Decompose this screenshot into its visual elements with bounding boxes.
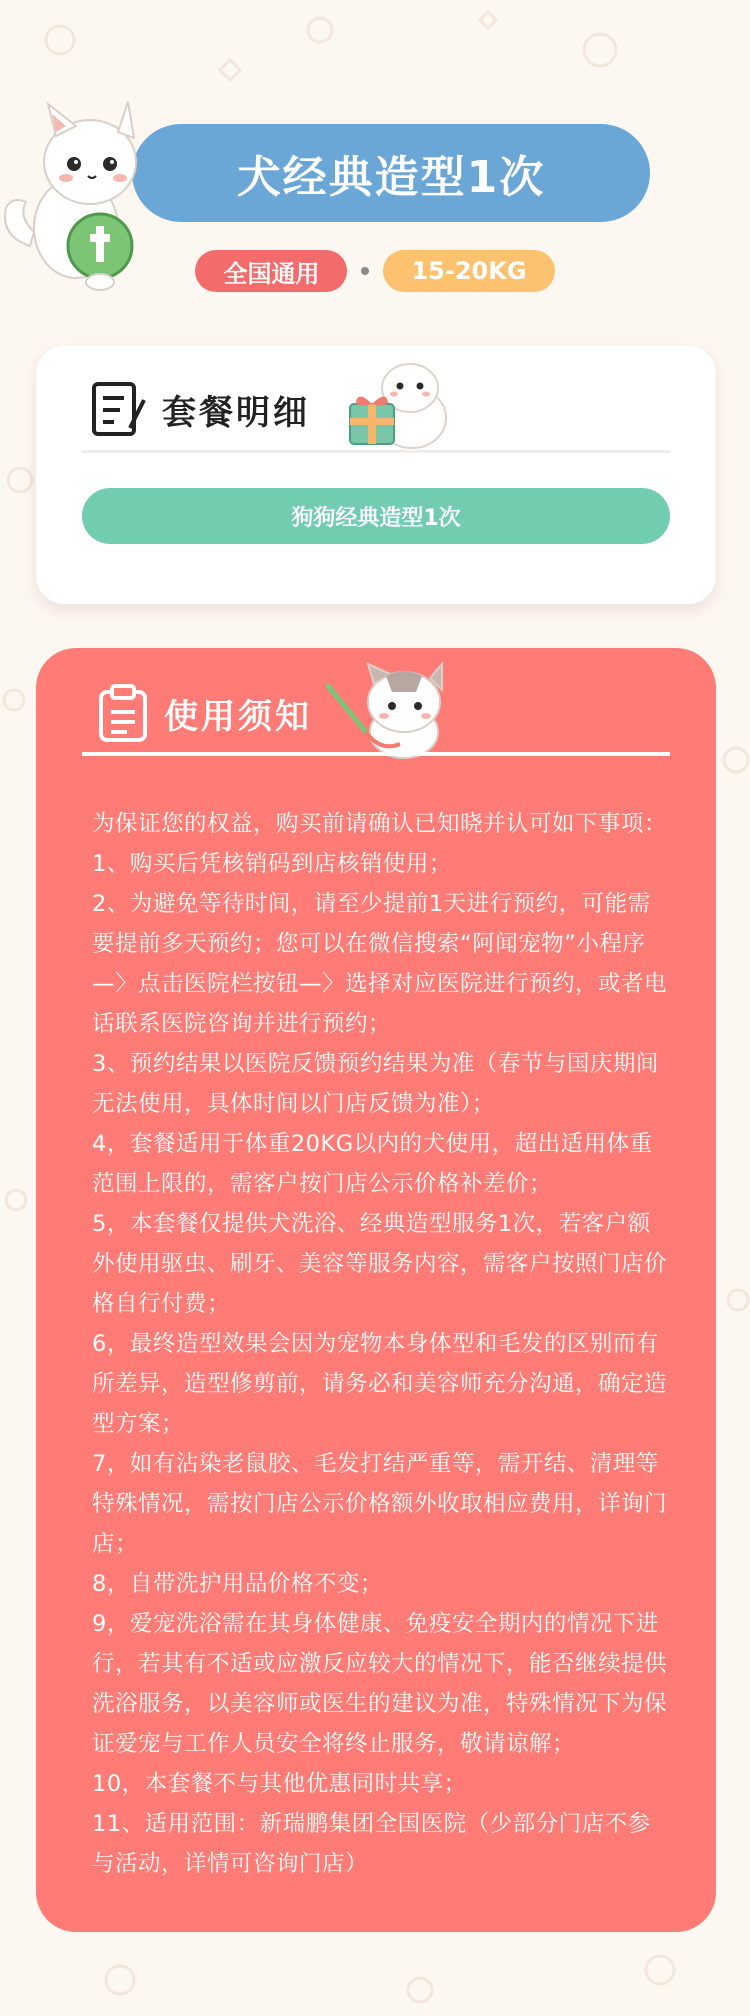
notice-line-3: 3、预约结果以医院反馈预约结果为准（春节与国庆期间无法使用，具体时间以门店反馈为准）； <box>92 1051 659 1117</box>
tag-separator <box>361 267 369 275</box>
package-divider <box>82 450 670 453</box>
usage-notice-card <box>36 648 716 1932</box>
hero-header <box>0 0 750 300</box>
notice-line-9: 9，爱宠洗浴需在其身体健康、免疫安全期内的情况下进行，若其有不适或应激反应较大的情况下，能否继续提供洗浴服务，以美容师或医生的建议为准，特殊情况下为保证爱宠与工作人员安全将终止服务，敬请谅解； <box>92 1611 668 1757</box>
notice-heading <box>96 684 312 742</box>
notice-line-5: 5，本套餐仅提供犬洗浴、经典造型服务1次，若客户额外使用驱虫、刷牙、美容等服务内容，需客户按照门店价格自行付费； <box>92 1211 668 1317</box>
notice-list <box>92 804 670 1884</box>
package-heading <box>90 380 310 438</box>
notice-line-intro: 为保证您的权益，购买前请确认已知晓并认可如下事项： <box>92 811 668 837</box>
gift-dog-icon <box>342 358 460 454</box>
notice-line-11: 11、适用范围：新瑞鹏集团全国医院（少部分门店不参与活动，详情可咨询门店） <box>92 1811 651 1877</box>
notice-line-4: 4，套餐适用于体重20KG以内的犬使用，超出适用体重范围上限的，需客户按门店公示价格补差价； <box>92 1131 653 1197</box>
product-title: 犬经典造型1次 <box>132 124 650 222</box>
notice-line-7: 7，如有沾染老鼠胶、毛发打结严重等，需开结、清理等特殊情况，需按门店公示价格额外收取相应费用，详询门店； <box>92 1451 668 1557</box>
notice-line-6: 6，最终造型效果会因为宠物本身体型和毛发的区别而有所差异，造型修剪前，请务必和美容师充分沟通，确定造型方案； <box>92 1331 668 1437</box>
package-detail-card <box>36 346 716 604</box>
package-heading-label: 套餐明细 <box>162 392 310 433</box>
clipboard-icon <box>96 684 150 742</box>
notice-heading-label: 使用须知 <box>164 696 312 737</box>
product-tags <box>0 250 750 292</box>
checklist-note-icon <box>90 380 148 438</box>
package-item: 狗狗经典造型1次 <box>82 488 670 544</box>
cat-mascot-icon <box>326 662 458 764</box>
scope-tag: 全国通用 <box>195 250 347 292</box>
notice-line-2: 2、为避免等待时间，请至少提前1天进行预约，可能需要提前多天预约；您可以在微信搜索“阿闻宠物”小程序—〉点击医院栏按钮—〉选择对应医院进行预约，或者电话联系医院咨询并进行预约； <box>92 891 668 1037</box>
notice-line-1: 1、购买后凭核销码到店核销使用； <box>92 851 452 877</box>
notice-line-8: 8，自带洗护用品价格不变； <box>92 1571 383 1597</box>
weight-tag: 15-20KG <box>383 250 554 292</box>
notice-divider <box>82 752 670 756</box>
notice-line-10: 10，本套餐不与其他优惠同时共享； <box>92 1771 467 1797</box>
